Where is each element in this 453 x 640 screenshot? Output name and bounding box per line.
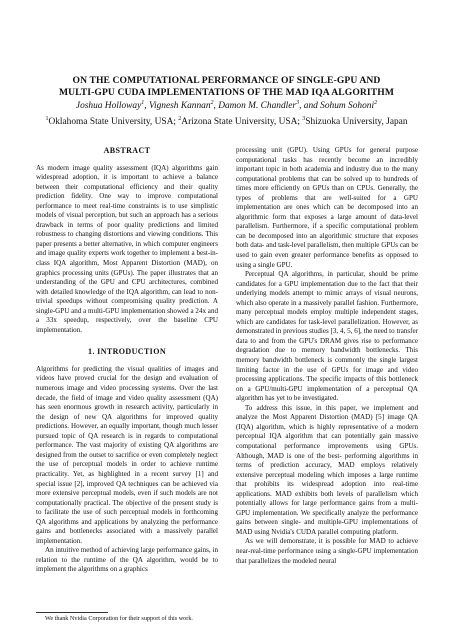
affiliation-mark: 1 bbox=[45, 115, 49, 122]
paper-title bbox=[20, 75, 433, 99]
intro-paragraph: Algorithms for predicting the visual qualities of images and videos have proved crucial for the design and evaluation of numerous image and video processing systems. Over the last decade, the field of image and video quality assessment (QA) has seen enormous growth in research activity, particularly in the design of new QA algorithms for improved quality predictions. However, an equally important, though much lesser pursued topic of QA research is in regards to computational performance. The vast majority of existing QA algorithms are designed from the outset to sacrifice or even completely neglect the use of perceptual models in order to achieve runtime practicality. Yet, as highlighted in a recent survey [1] and special issue [2], improved QA techniques can be achieved via more extensive perceptual models, even if such models are not computationally practical. The objective of the present study is to facilitate the use of such perceptual models in forthcoming QA algorithms and applications by analyzing the performance gains and bottlenecks associated with a massively parallel implementation. bbox=[36, 364, 218, 545]
author-affiliation-mark: 1 bbox=[141, 99, 145, 106]
author-affiliation-mark: 2 bbox=[374, 99, 378, 106]
right-column bbox=[236, 146, 418, 566]
author-name: Damon M. Chandler bbox=[218, 101, 297, 111]
affiliation-mark: 2 bbox=[178, 115, 182, 122]
intro-paragraph: processing unit (GPU). Using GPUs for general purpose computational tasks has recently become an incredibly important topic in both academia and industry due to the many computational problems that can be solved up to hundreds of times more efficiently on GPUs than on CPUs. Generally, the types of problems that are well-suited for a GPU implementation are ones which can be decomposed into an algorithmic form that exposes a large amount of data-level parallelism. Furthermore, if a specific computational problem can be decomposed into an algorithmic structure that exposes both data- and task-level parallelism, then multiple GPUs can be used to gain even greater performance benefits as opposed to using a single GPU. bbox=[236, 146, 418, 269]
affiliation-mark: 3 bbox=[302, 115, 306, 122]
author-name: Vignesh Kannan bbox=[148, 101, 211, 111]
author-affiliation-mark: 2 bbox=[210, 99, 214, 106]
paper-title-line-2: MULTI-GPU CUDA IMPLEMENTATIONS OF THE MAD IQA ALGORITHM bbox=[58, 87, 394, 98]
affiliation-text: Arizona State University, USA; bbox=[181, 117, 303, 127]
author-name: Joshua Holloway bbox=[75, 101, 142, 111]
intro-paragraph: An intuitive method of achieving large performance gains, in relation to the runtime of the QA algorithm, would be to implement the algorithms on a graphics bbox=[36, 546, 218, 574]
author-affiliation-mark: 3 bbox=[296, 99, 300, 106]
author-list: Joshua Holloway$^1$, Vignesh Kannan$^2$, Damon M. Chandler$^3$, and Sohum Sohoni$^2$ bbox=[75, 99, 378, 111]
introduction-heading: 1. INTRODUCTION bbox=[87, 347, 166, 357]
intro-paragraph: To address this issue, in this paper, we implement and analyze the Most Apparent Distortion (MAD) [5] image QA (IQA) algorithm, which is highly representative of a modern perceptual IQA algorithm that can potentially gain massive computational performance improvements using GPUs. Although, MAD is one of the best- performing algorithms in terms of prediction accuracy, MAD employs relatively extensive perceptual modeling which imposes a large runtime that prohibits its widespread adoption into real-time applications. MAD exhibits both levels of parallelism which potentially allows for large performance gains from a multi-GPU implementation. We specifically analyze the performance gains between single- and multiple-GPU implementations of MAD using Nvidia's CUDA parallel computing platform. bbox=[236, 403, 418, 536]
authors-conjunction: and bbox=[303, 101, 318, 111]
paper-title-line-1: ON THE COMPUTATIONAL PERFORMANCE OF SINGLE-GPU AND bbox=[72, 75, 381, 86]
footnote-rule bbox=[36, 612, 108, 613]
abstract-body: As modern image quality assessment (IQA) algorithms gain widespread adoption, it is important to achieve a balance between their computational efficiency and their quality prediction fidelity. One way to improve computational performance to meet real-time constraints is to use simplistic models of visual perception, but such an approach has a serious drawback in terms of poor quality predictions and limited robustness to changing distortions and viewing conditions. This paper presents a better alternative, in which computer engineers and image quality experts work together to implement a best-in-class IQA algorithm, Most Apparent Distortion (MAD), on graphics processing units (GPUs). The paper illustrates that an understanding of the GPU and CPU architectures, combined with detailed knowledge of the IQA algorithm, can lead to non-trivial speedups without compromising quality prediction. A single-GPU and a multi-GPU implementation showed a 24x and a 33x speedup, respectively, over the baseline CPU implementation. bbox=[36, 163, 218, 334]
affiliation-text: Shizuoka University, Japan bbox=[305, 117, 408, 127]
affiliation-list bbox=[10, 116, 443, 128]
left-column bbox=[36, 146, 218, 575]
abstract-heading: ABSTRACT bbox=[103, 146, 151, 155]
affiliation-text: Oklahoma State University, USA; bbox=[48, 117, 179, 127]
intro-paragraph: Perceptual QA algorithms, in particular, should be prime candidates for a GPU implementation due to the fact that their underlying models attempt to mimic arrays of visual neurons, which also operate in a massively parallel fashion. Furthermore, many perceptual models employ multiple independent stages, which are candidates for task-level parallelization. However, as demonstrated in previous studies [3, 4, 5, 6], the need to transfer data to and from the GPU's DRAM gives rise to performance degradation due to memory bandwidth bottlenecks. This memory bandwidth bottleneck is commonly the single largest limiting factor in the use of GPUs for image and video processing applications. The specific impacts of this bottleneck on a GPU/multi-GPU implementation of a perceptual QA algorithm has yet to be investigated. bbox=[236, 270, 418, 403]
intro-paragraph: As we will demonstrate, it is possible for MAD to achieve near-real-time performance using a single-GPU implementation that parallelizes the modeled neural bbox=[236, 537, 418, 565]
author-name: Sohum Sohoni bbox=[320, 101, 375, 111]
footnote: We thank Nvidia Corporation for their support of this work. bbox=[45, 615, 193, 622]
